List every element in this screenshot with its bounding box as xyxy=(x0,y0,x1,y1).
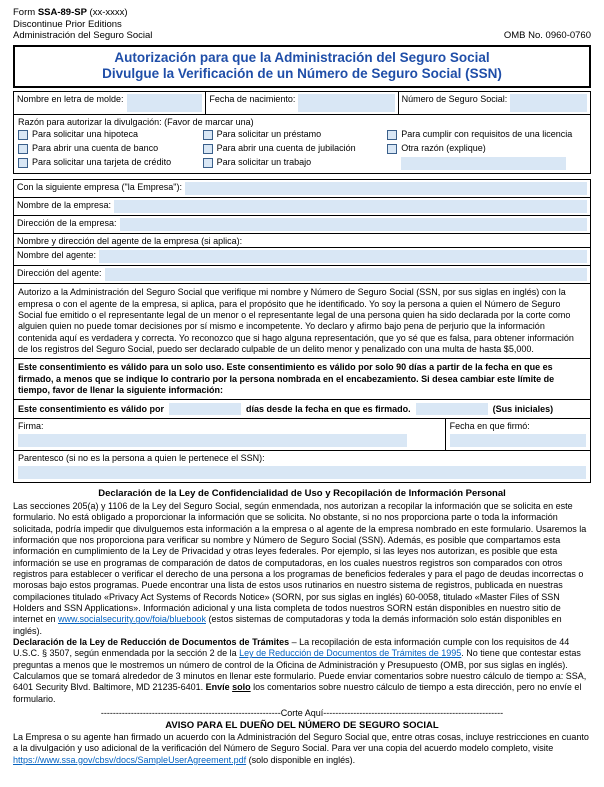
aviso-section xyxy=(13,720,591,766)
privacy-text xyxy=(13,501,591,637)
consent-text: Este consentimiento es válido para un solo uso. Este consentimiento es válido por solo 90 días a partir de la fecha en que es firmado, a menos que se indique lo contrario por la persona nombrada en el encabezamiento. Si desea cambiar este límite de tiempo, favor de llenar la siguiente información: xyxy=(18,362,555,396)
relationship-row xyxy=(13,450,591,483)
form-title-line2: Divulgue la Verificación de un Número de Seguro Social (SSN) xyxy=(102,66,502,82)
signature-label: Firma: xyxy=(18,421,44,432)
paperwork-heading: Declaración de la Ley de Reducción de Documentos de Trámites xyxy=(13,636,290,647)
reason-label-job: Para solicitar un trabajo xyxy=(216,156,312,167)
omb-number: OMB No. 0960-0760 xyxy=(503,30,591,42)
privacy-text-before-link: Las secciones 205(a) y 1106 de la Ley del Seguro Social, según enmendada, nos autorizan a recopilar la información que se solicita en este formulario. No está obligado a proporcionar la información que se solicita. No obstante, si no nos proporciona parte o toda la información solicitada, podría impedir que divulguemos esta información a la empresa o al agente de la empresa nombrado en este formulario. Usaremos la información que nos proporciona para verificar su nombre y Número de Seguro Social (SSN). Además, es posible que compartamos esta información en cumplimiento de la Ley de Privacidad y otras leyes federales. Por ejemplo, si las leyes nos autorizan, es posible que esta información se use en programas de comparación de datos de computadoras, en los cuales nuestros registros son comparados con otros registros para establecer o verificar el derecho de una persona a los programas de beneficios federales y para el pago de deudas incorrectas o morosas bajo estos programas. Puede encontrar una lista de estos usos rutinarios en nuestro sistema de registros, publicada en nuestras compilaciones titulado «Privacy Act Systems of Records Notice» (SORN, por sus siglas en inglés) 60-0058, titulado «Master Files of SSN Holders and SSN Applications». Información adicional y una lista completa de todos nuestros SORN están disponibles en nuestro sitio de internet en xyxy=(13,501,587,625)
reason-option-mortgage xyxy=(18,129,203,140)
checkbox-credit-card[interactable] xyxy=(18,158,28,168)
checkbox-bank-account[interactable] xyxy=(18,144,28,154)
agent-address-input[interactable] xyxy=(105,268,587,281)
checkbox-loan[interactable] xyxy=(203,130,213,140)
with-company-row xyxy=(13,179,591,198)
signature-date-input[interactable] xyxy=(450,434,586,447)
aviso-text xyxy=(13,732,591,766)
ssn-cell xyxy=(398,92,590,114)
validity-line xyxy=(14,400,590,418)
privacy-section xyxy=(13,488,591,705)
ssn-input[interactable] xyxy=(510,94,587,112)
cut-dashes-right: ------------------------------------------------------------ xyxy=(323,707,504,718)
reason-label-loan: Para solicitar un préstamo xyxy=(216,128,322,139)
validity-text-1: Este consentimiento es válido por xyxy=(18,404,165,415)
reason-option-retirement-account xyxy=(203,143,388,154)
form-number: SSA-89-SP xyxy=(37,7,87,18)
paperwork-text-2: . No tiene que contestar estas preguntas a menos que le mostremos un número de control de la Oficina de Administración y Presupuesto (OMB, por sus siglas en inglés). Calculamos que se tomará alrededor de 3 minutos en llenar este formulario. Puede enviar comentarios sobre nuestro cálculo de tiempo a: SSA, 6401 Security Blvd. Baltimore, MD 21235-6401. xyxy=(13,648,587,693)
other-reason-input[interactable] xyxy=(401,157,566,170)
reason-section xyxy=(13,114,591,174)
agency-name: Administración del Seguro Social xyxy=(13,30,153,42)
reason-label-retirement-account: Para abrir una cuenta de jubilación xyxy=(216,142,356,153)
cut-here-line xyxy=(13,708,591,718)
identity-row xyxy=(13,91,591,115)
name-label: Nombre en letra de molde: xyxy=(17,93,124,104)
aviso-text-before-link: La Empresa o su agente han firmado un acuerdo con la Administración del Seguro Social que, entre otras cosas, incluye restricciones en cuanto a la divulgación y uso adicional de la verificación del Número de Seguro Social. Para ver una copia del acuerdo modelo completo, visite xyxy=(13,731,589,754)
company-address-input[interactable] xyxy=(120,218,587,231)
agent-section-label: Nombre y dirección del agente de la empresa (si aplica): xyxy=(17,235,243,246)
ssn-label: Número de Seguro Social: xyxy=(401,93,508,104)
reason-label-bank-account: Para abrir una cuenta de banco xyxy=(32,142,159,153)
reason-label-license: Para cumplir con requisitos de una licencia xyxy=(401,128,573,139)
signature-cell xyxy=(14,419,445,450)
dob-input[interactable] xyxy=(298,94,394,112)
authorization-text: Autorizo a la Administración del Seguro Social que verifique mi nombre y Número de Seguro Social (SSN, por sus siglas en inglés) con la empresa o con el agente de la empresa, si aplica, para el propósito que he identificado. Yo soy la persona a quien el Número de Seguro Social fue emitido o el representante legal de un menor o el representante legal de una persona quien ha sido declarada por la corte como alguien quien no puede tomar decisiones por sí mismo e incompetente. Yo declaro y afirmo bajo pena de perjurio que la información contenida aquí es verdadera y correcta. Yo reconozco que si hago alguna representación, que yo sé que es falsa, para obtener información de los registros del Seguro Social, puedo ser declarado culpable de un delito menor y penalizado con una multa de hasta $5,000. xyxy=(18,287,574,355)
relationship-label: Parentesco (si no es la persona a quien le pertenece el SSN): xyxy=(18,453,265,464)
signature-row xyxy=(13,418,591,451)
signature-input[interactable] xyxy=(18,434,407,447)
checkbox-other-reason[interactable] xyxy=(387,144,397,154)
name-cell xyxy=(14,92,205,114)
form-number-line xyxy=(13,7,152,19)
checkbox-job[interactable] xyxy=(203,158,213,168)
reason-option-credit-card xyxy=(18,157,203,170)
reason-other-input-cell xyxy=(387,157,586,170)
reason-option-loan xyxy=(203,129,388,140)
aviso-text-after-link: (solo disponible en inglés). xyxy=(246,754,356,765)
dob-cell xyxy=(205,92,397,114)
with-company-input[interactable] xyxy=(185,182,587,195)
consent-paragraph-box xyxy=(13,358,591,400)
validity-text-3: (Sus iniciales) xyxy=(492,404,554,415)
bluebook-link[interactable]: www.socialsecurity.gov/foia/bluebook xyxy=(58,614,206,625)
company-name-input[interactable] xyxy=(114,200,587,213)
relationship-input[interactable] xyxy=(18,466,586,479)
paperwork-act-link[interactable]: Ley de Reducción de Documentos de Trámites de 1995 xyxy=(239,648,462,659)
company-name-row xyxy=(13,197,591,216)
company-name-label: Nombre de la empresa: xyxy=(17,199,112,210)
discontinue-note: Discontinue Prior Editions xyxy=(13,18,122,30)
identity-section xyxy=(13,91,591,174)
form-id-block xyxy=(13,7,152,42)
company-address-row xyxy=(13,215,591,234)
reason-option-job xyxy=(203,157,388,170)
agent-address-label: Dirección del agente: xyxy=(17,268,102,279)
reason-option-other xyxy=(387,143,586,154)
paperwork-text xyxy=(13,637,591,705)
signature-date-label: Fecha en que firmó: xyxy=(449,421,530,432)
agent-name-label: Nombre del agente: xyxy=(17,250,97,261)
validity-days-input[interactable] xyxy=(169,403,241,415)
company-consent-block xyxy=(13,179,591,483)
with-company-label: Con la siguiente empresa ("la Empresa"): xyxy=(17,181,182,192)
company-address-label: Dirección de la empresa: xyxy=(17,217,117,228)
agent-name-row xyxy=(13,247,591,266)
checkbox-mortgage[interactable] xyxy=(18,130,28,140)
name-input[interactable] xyxy=(127,94,203,112)
checkbox-license[interactable] xyxy=(387,130,397,140)
cut-dashes-left: ------------------------------------------------------------ xyxy=(100,707,281,718)
form-title xyxy=(13,45,591,88)
form-title-line1: Autorización para que la Administración del Seguro Social xyxy=(114,49,490,65)
agent-section-row xyxy=(13,233,591,249)
signature-date-cell xyxy=(445,419,590,450)
dob-label: Fecha de nacimiento: xyxy=(209,93,296,104)
agent-address-row xyxy=(13,265,591,284)
aviso-heading: AVISO PARA EL DUEÑO DEL NÚMERO DE SEGURO SOCIAL xyxy=(165,719,439,731)
paperwork-text-1: – La recopilación de esta información cumple con los requisitos de 44 U.S.C. § 3507, según enmendada por la sección 2 de la xyxy=(13,636,570,659)
agent-name-input[interactable] xyxy=(99,250,587,263)
reason-header: Razón para autorizar la divulgación: (Favor de marcar una) xyxy=(18,116,254,127)
reason-label-other: Otra razón (explique) xyxy=(401,142,486,153)
form-prefix: Form xyxy=(13,7,38,18)
sample-agreement-link[interactable]: https://www.ssa.gov/cbsv/docs/SampleUserAgreement.pdf xyxy=(13,754,247,765)
privacy-text-after-link: (estos sistemas de computadoras y toda la demás información solo están disponibles en inglés). xyxy=(13,614,562,636)
paperwork-solo: solo xyxy=(232,682,251,693)
reason-label-mortgage: Para solicitar una hipoteca xyxy=(32,128,139,139)
reason-option-bank-account xyxy=(18,143,203,154)
form-header xyxy=(13,7,591,42)
checkbox-retirement-account[interactable] xyxy=(203,144,213,154)
paperwork-text-3: los comentarios sobre nuestro cálculo de tiempo a esta dirección, pero no envíe el formulario. xyxy=(13,682,582,704)
reason-options-grid xyxy=(14,128,590,173)
reason-label-credit-card: Para solicitar una tarjeta de crédito xyxy=(32,156,172,167)
form-edition: (xx-xxxx) xyxy=(86,7,128,18)
authorization-paragraph-box xyxy=(13,283,591,359)
cut-here-label: Corte Aquí xyxy=(280,707,324,718)
reason-option-license xyxy=(387,129,586,140)
initials-input[interactable] xyxy=(416,403,488,415)
paperwork-envie: Envíe xyxy=(205,682,233,693)
validity-row xyxy=(13,399,591,419)
validity-text-2: días desde la fecha en que es firmado. xyxy=(246,404,411,415)
privacy-heading: Declaración de la Ley de Confidencialidad de Uso y Recopilación de Información Personal xyxy=(98,488,506,500)
